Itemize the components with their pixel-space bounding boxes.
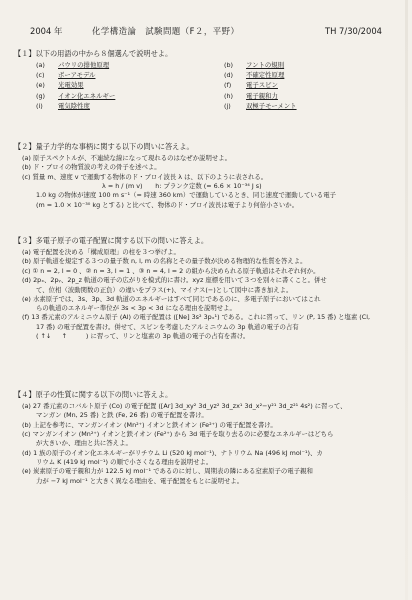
term-label: フントの規則: [246, 61, 285, 69]
term-j: [224, 102, 400, 110]
question-2b: (b) ド・ブロイの物質波の考えの骨子を述べよ。: [22, 163, 161, 172]
question-4e: (e) 炭素原子の電子親和力が 122.5 kJ mol⁻¹ であるのに対し、周期表の隣にある窒素原子の電子親和: [22, 467, 313, 476]
section-4-heading: 【４】原子の性質に関する以下の問いに答えよ。: [14, 390, 173, 399]
question-3c: (c) ① n = 2, l = 0 、② n = 3, l = 1 、③ n = 4, l = 2 の組から決められる原子軌道はそれぞれ何か。: [22, 266, 320, 275]
term-label: 電子スピン: [246, 81, 278, 90]
question-4c-cont: が大きいか、理由と共に答えよ。: [36, 439, 132, 448]
term-b: [224, 61, 400, 69]
term-e: [36, 81, 224, 89]
question-3e-cont: らの軌道のエネルギー準位が 3s < 3p < 3d になる理由を説明せよ。: [36, 304, 236, 313]
question-4a: (a) 27 番元素のコバルト原子 (Co) の電子配置 ([Ar] 3d_xy² 3d_yz² 3d_zx¹ 3d_x²−y²¹ 3d_z²¹ 4s²) に習って、: [22, 402, 347, 410]
question-4d-cont: リウム K (419 kJ mol⁻¹) の順で小さくなる理由を説明せよ。: [36, 457, 213, 466]
term-label: イオン化エネルギー: [58, 91, 116, 100]
de-broglie-formula: λ = h / (m v) h: プランク定数 (= 6.6 × 10⁻³⁴ J s): [102, 182, 262, 191]
section-1-heading: 【１】以下の用語の中から８個選んで説明せよ。: [14, 49, 173, 58]
exam-title: 化学構造論 試験問題（F２，平野）: [92, 26, 240, 36]
term-f: [224, 81, 400, 89]
term-i: [36, 102, 224, 110]
term-g: [36, 92, 224, 100]
term-label: 光電効果: [58, 81, 84, 90]
question-2a: (a) 原子スペクトルが、不連続な線になって現れるのはなぜか説明せよ。: [22, 154, 232, 162]
term-d: [224, 71, 400, 79]
term-marker: (g): [36, 91, 46, 100]
question-3f-cont-2: ( ↑↓ ↑ ) に習って、リンと塩素の 3p 軌道の電子の占有を書け。: [36, 331, 250, 340]
term-label: ボーアモデル: [58, 71, 96, 80]
section-4: [14, 390, 400, 486]
question-2c-line-2: (m = 1.0 × 10⁻³⁰ kg とする) と比べて、物体のド・ブロイ波長は電子より何倍小さいか。: [36, 200, 299, 209]
term-c: [36, 71, 224, 79]
section-1: [14, 49, 400, 110]
question-4e-cont: 力が −7 kJ mol⁻¹ と大きく異なる理由を、電子配置をもとに説明せよ。: [36, 476, 244, 485]
term-h: [224, 92, 400, 100]
question-4a-cont: マンガン (Mn, 25 番) と鉄 (Fe, 26 番) の電子配置を書け。: [36, 411, 208, 420]
term-marker: (i): [36, 101, 43, 110]
question-3d-cont: て、位相（波動関数の正負）の違いをプラス(+)、マイナス(−)として図中に書き加えよ。: [36, 285, 293, 294]
question-2c-line-1: 1.0 kg の物体が速度 100 m s⁻¹（= 時速 360 km）で運動しているとき、同じ速度で運動している電子: [36, 191, 336, 200]
term-marker: (j): [224, 101, 231, 110]
section-3: [14, 236, 400, 341]
question-3b: (b) 原子軌道を規定する３つの量子数 n, l, m の名称とその量子数が決める物理的な性質を答えよ。: [22, 257, 307, 266]
term-marker: (d): [224, 71, 234, 80]
section-2-heading: 【２】量子力学的な事柄に関する以下の問いに答えよ。: [14, 142, 194, 151]
question-4c: (c) マンガンイオン (Mn²⁺) イオンと鉄イオン (Fe²⁺) から 3d 電子を取り去るのに必要なエネルギーはどちら: [22, 429, 334, 438]
term-label: パウリの排他原理: [58, 61, 110, 69]
term-a: [36, 61, 224, 69]
question-3e: (e) 水素原子では、3s、3p、3d 軌道のエネルギーはすべて同じであるのに、多電子原子においてはこれ: [22, 294, 321, 303]
question-3f-cont: 17 番) の電子配置を書け。併せて、スピンを考慮したアルミニウムの 3p 軌道の電子の占有: [36, 322, 299, 331]
exam-date: TH 7/30/2004: [324, 26, 382, 36]
term-marker: (a): [36, 61, 45, 69]
term-label: 不確定性原理: [246, 71, 285, 80]
term-marker: (c): [36, 71, 45, 80]
question-4d: (d) 1 族の原子のイオン化エネルギーがリチウム Li (520 kJ mol⁻¹)、ナトリウム Na (496 kJ mol⁻¹)、カ: [22, 448, 323, 457]
exam-year: 2004 年: [30, 26, 63, 36]
question-3a: (a) 電子配置を決める「構成原理」の柱を３つ挙げよ。: [22, 248, 180, 256]
term-label: 双極子モーメント: [246, 101, 297, 110]
question-3f: (f) 13 番元素のアルミニウム原子 (Al) の電子配置は ([Ne] 3s² 3pₓ¹) である。これに習って、リン (P, 15 番) と塩素 (Cl,: [22, 313, 371, 322]
term-marker: (e): [36, 81, 45, 90]
term-label: 電子親和力: [246, 91, 278, 100]
question-3d: (d) 2pₓ、2pᵧ、2p_z 軌道の電子の広がりを模式的に書け。xyz 座標を用いて３つを別々に書くこと。併せ: [22, 276, 327, 285]
term-marker: (f): [224, 81, 232, 90]
term-label: 電気陰性度: [58, 101, 90, 110]
scan-edge: [405, 0, 408, 600]
term-marker: (h): [224, 91, 234, 100]
question-4b: (b) 上記を参考に、マンガンイオン (Mn²⁺) イオンと鉄イオン (Fe²⁺) の電子配置を書け。: [22, 420, 277, 429]
question-2c: (c) 質量 m、速度 v で運動する物体のド・ブロイ波長 λ は、以下のように表される。: [22, 172, 268, 181]
term-marker: (b): [224, 61, 234, 69]
section-2: [14, 142, 400, 210]
term-list: [14, 61, 400, 110]
section-3-heading: 【３】多電子原子の電子配置に関する以下の問いに答えよ。: [14, 236, 209, 245]
